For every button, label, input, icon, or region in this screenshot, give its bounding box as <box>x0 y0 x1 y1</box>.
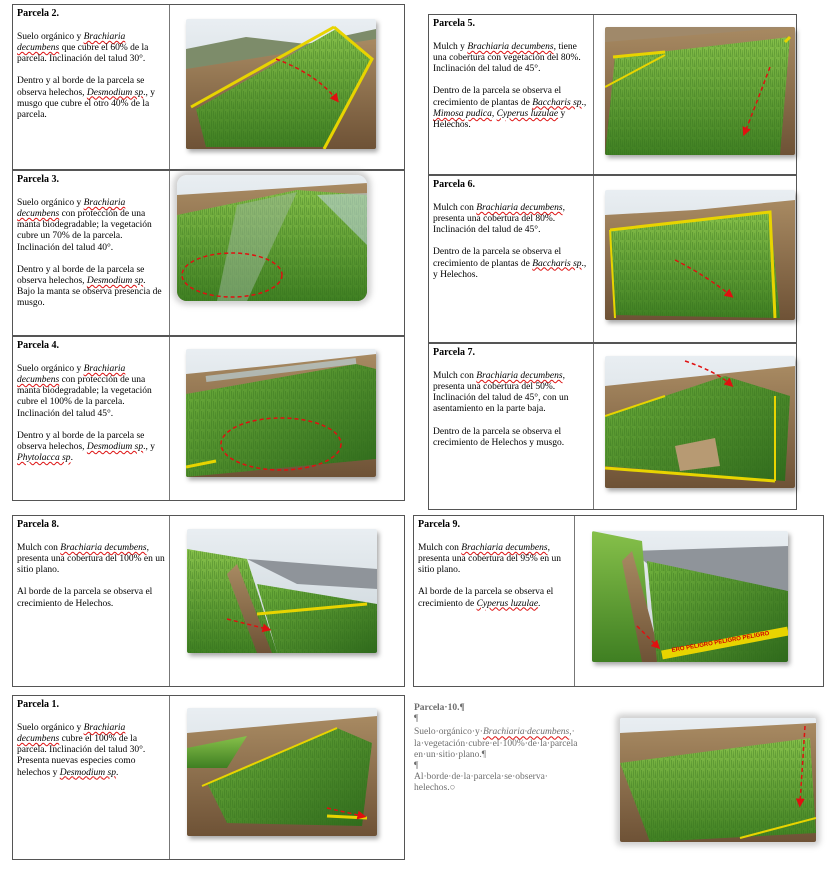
parcela-3-paragraph-2: Dentro y al borde de la parcela se observa helechos, Desmodium sp. Bajo la manta se observa presencia de musgo. <box>17 264 162 309</box>
text-parcela-6 <box>429 176 593 342</box>
parcela-4-paragraph-1: Suelo orgánico y Brachiaria decumbens con protección de una manta biodegradable; la vegetación cubre el 100% de la parcela. Inclinación del talud 45°. <box>17 363 152 419</box>
parcela-5-paragraph-1: Mulch y Brachiaria decumbens, tiene una cobertura con vegetación del 80%. Inclinación del talud de 45°. <box>433 41 581 75</box>
panel-parcela-1 <box>12 695 405 860</box>
parcela-8-paragraph-2: Al borde de la parcela se observa el crecimiento de Helechos. <box>17 587 153 609</box>
parcela-3-paragraph-1: Suelo orgánico y Brachiaria decumbens con protección de una manta biodegradable; la vegetación cubre un 70% de la parcela. Inclinación del talud 40°. <box>17 197 152 253</box>
column-divider <box>593 344 594 509</box>
column-divider <box>169 5 170 169</box>
parcela-5-paragraph-2: Dentro de la parcela se observa el crecimiento de plantas de Baccharis sp., Mimosa pudica, Cyperus luzulae y Helechos. <box>433 86 587 131</box>
column-divider <box>169 337 170 500</box>
parcela-3-title: Parcela 3. <box>17 174 60 185</box>
panel-parcela-6 <box>428 175 797 343</box>
parcela-5-title: Parcela 5. <box>433 18 476 29</box>
parcela-10-pilcrow: ¶ <box>414 714 419 725</box>
parcela-1-paragraph-1: Suelo orgánico y Brachiaria decumbens cubre el 100% de la parcela. Inclinación del talud 30°. Presenta nuevas especies como helechos y Desmodium sp. <box>17 722 146 778</box>
text-parcela-4 <box>13 337 169 500</box>
photo-parcela-1 <box>187 708 377 836</box>
parcela-4-paragraph-2: Dentro y al borde de la parcela se observa helechos, Desmodium sp., y Phytolacca sp. <box>17 430 155 464</box>
parcela-7-paragraph-1: Mulch con Brachiaria decumbens, presenta una cobertura del 50%. Inclinación del talud de 45°, con un asentamiento en la parte baja. <box>433 370 569 415</box>
text-parcela-9 <box>414 516 574 686</box>
text-parcela-8 <box>13 516 169 686</box>
photo-parcela-6 <box>605 190 795 320</box>
parcela-9-paragraph-2: Al borde de la parcela se observa el crecimiento de Cyperus luzulae. <box>418 587 554 609</box>
panel-parcela-2 <box>12 4 405 170</box>
photo-parcela-5 <box>605 27 795 155</box>
parcela-10-paragraph-1: Suelo·orgánico·y·Brachiaria·decumbens,· la·vegetación·cubre·el·100%·de·la·parcela en·un·sitio·plano.¶ <box>414 727 578 760</box>
parcela-2-paragraph-2: Dentro y al borde de la parcela se observa helechos, Desmodium sp., y musgo que cubre el otro 40% de la parcela. <box>17 76 155 121</box>
parcela-9-title: Parcela 9. <box>418 519 461 530</box>
parcela-8-paragraph-1: Mulch con Brachiaria decumbens, presenta una cobertura del 100% en un sitio plano. <box>17 542 165 576</box>
text-parcela-1 <box>13 696 169 859</box>
parcela-7-paragraph-2: Dentro de la parcela se observa el crecimiento de Helechos y musgo. <box>433 426 565 448</box>
text-parcela-2 <box>13 5 169 169</box>
panel-parcela-10 <box>410 700 830 865</box>
photo-parcela-7 <box>605 356 795 488</box>
panel-parcela-7 <box>428 343 797 510</box>
photo-parcela-4 <box>186 349 376 477</box>
column-divider <box>169 696 170 859</box>
parcela-2-paragraph-1: Suelo orgánico y Brachiaria decumbens que cubre el 60% de la parcela. Inclinación del talud 30°. <box>17 31 149 65</box>
photo-parcela-8 <box>187 529 377 653</box>
parcela-6-title: Parcela 6. <box>433 179 476 190</box>
column-divider <box>574 516 575 686</box>
text-parcela-5 <box>429 15 593 174</box>
panel-parcela-5 <box>428 14 797 175</box>
parcela-6-paragraph-1: Mulch con Brachiaria decumbens, presenta una cobertura del 80%. Inclinación del talud de 45°. <box>433 202 565 236</box>
parcela-10-title: Parcela·10.¶ <box>414 703 465 713</box>
text-parcela-10 <box>410 700 585 865</box>
parcela-10-paragraph-2: Al·borde·de·la·parcela·se·observa· helechos.○ <box>414 772 548 794</box>
parcela-6-paragraph-2: Dentro de la parcela se observa el crecimiento de plantas de Baccharis sp., y Helechos. <box>433 247 587 280</box>
column-divider <box>169 516 170 686</box>
text-parcela-7 <box>429 344 593 509</box>
parcela-10-pilcrow-2: ¶ <box>414 761 419 772</box>
photo-parcela-9 <box>592 531 788 662</box>
peligro-tape-text: ERO PELIGRO PELIGRO PELIGRO <box>671 630 770 654</box>
panel-parcela-4 <box>12 336 405 501</box>
parcela-8-title: Parcela 8. <box>17 519 60 530</box>
panel-parcela-3 <box>12 170 405 336</box>
column-divider <box>169 171 170 335</box>
photo-parcela-3 <box>177 175 367 301</box>
parcela-4-title: Parcela 4. <box>17 340 60 351</box>
parcela-1-title: Parcela 1. <box>17 699 60 710</box>
parcela-2-title: Parcela 2. <box>17 8 60 19</box>
panel-parcela-8 <box>12 515 405 687</box>
photo-parcela-10 <box>620 718 816 842</box>
column-divider <box>593 15 594 174</box>
panel-parcela-9 <box>413 515 824 687</box>
column-divider <box>593 176 594 342</box>
parcela-9-paragraph-1: Mulch con Brachiaria decumbens, presenta una cobertura del 95% en un sitio plano. <box>418 542 561 576</box>
parcela-7-title: Parcela 7. <box>433 347 476 358</box>
photo-parcela-2 <box>186 19 376 149</box>
text-parcela-3 <box>13 171 169 335</box>
